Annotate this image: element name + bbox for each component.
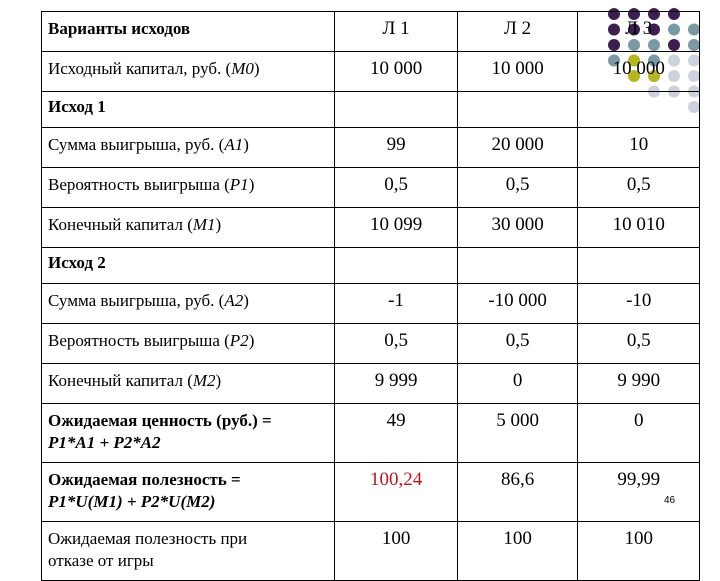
- cell: 10 099: [335, 208, 457, 248]
- cell: 99,99: [578, 463, 700, 522]
- cell: 9 990: [578, 364, 700, 404]
- cell: 10: [578, 128, 700, 168]
- section-outcome-2: [42, 248, 700, 284]
- cell: 10 000: [335, 52, 457, 92]
- cell: 30 000: [457, 208, 578, 248]
- probability-2-label: Вероятность выигрыша (P2): [42, 324, 335, 364]
- cell: 0: [457, 364, 578, 404]
- table-row-initial-capital: [42, 52, 700, 92]
- table-row: [42, 324, 700, 364]
- table-row: [42, 284, 700, 324]
- cell: 20 000: [457, 128, 578, 168]
- cell: 10 000: [578, 52, 700, 92]
- cell: 10 000: [457, 52, 578, 92]
- win-sum-1-label: Сумма выигрыша, руб. (A1): [42, 128, 335, 168]
- cell: 86,6: [457, 463, 578, 522]
- initial-capital-label: Исходный капитал, руб. (M0): [42, 52, 335, 92]
- cell: 100: [457, 522, 578, 581]
- cell-highlighted: 100,24: [335, 463, 457, 522]
- header-col-3: Л 3: [578, 12, 700, 52]
- cell: 5 000: [457, 404, 578, 463]
- final-capital-1-label: Конечный капитал (M1): [42, 208, 335, 248]
- final-capital-2-label: Конечный капитал (M2): [42, 364, 335, 404]
- cell: 100: [578, 522, 700, 581]
- utility-refuse-label: Ожидаемая полезность при отказе от игры: [42, 522, 335, 581]
- cell: -1: [335, 284, 457, 324]
- win-sum-2-label: Сумма выигрыша, руб. (A2): [42, 284, 335, 324]
- cell: -10: [578, 284, 700, 324]
- cell: -10 000: [457, 284, 578, 324]
- table-row: [42, 128, 700, 168]
- cell: 0,5: [335, 168, 457, 208]
- cell: 0,5: [578, 324, 700, 364]
- header-col-1: Л 1: [335, 12, 457, 52]
- cell: 100: [335, 522, 457, 581]
- cell: 0,5: [335, 324, 457, 364]
- cell: 99: [335, 128, 457, 168]
- cell: 0,5: [457, 168, 578, 208]
- section-title: Исход 2: [42, 248, 335, 284]
- cell: 10 010: [578, 208, 700, 248]
- section-title: Исход 1: [42, 92, 335, 128]
- cell: 0,5: [457, 324, 578, 364]
- cell: 9 999: [335, 364, 457, 404]
- table-row-utility-refuse: [42, 522, 700, 581]
- table-row-expected-utility: [42, 463, 700, 522]
- header-col-2: Л 2: [457, 12, 578, 52]
- header-label: Варианты исходов: [42, 12, 335, 52]
- table-row-expected-value: [42, 404, 700, 463]
- expected-utility-label: Ожидаемая полезность = P1*U(M1) + P2*U(M2): [42, 463, 335, 522]
- table-row: [42, 208, 700, 248]
- probability-1-label: Вероятность выигрыша (P1): [42, 168, 335, 208]
- table-header-row: [42, 12, 700, 52]
- cell: 0,5: [578, 168, 700, 208]
- table-row: [42, 168, 700, 208]
- outcomes-table: [41, 11, 700, 581]
- cell: 49: [335, 404, 457, 463]
- cell: 0: [578, 404, 700, 463]
- section-outcome-1: [42, 92, 700, 128]
- slide-number: 46: [664, 495, 676, 506]
- table-row: [42, 364, 700, 404]
- expected-value-label: Ожидаемая ценность (руб.) = P1*A1 + P2*A2: [42, 404, 335, 463]
